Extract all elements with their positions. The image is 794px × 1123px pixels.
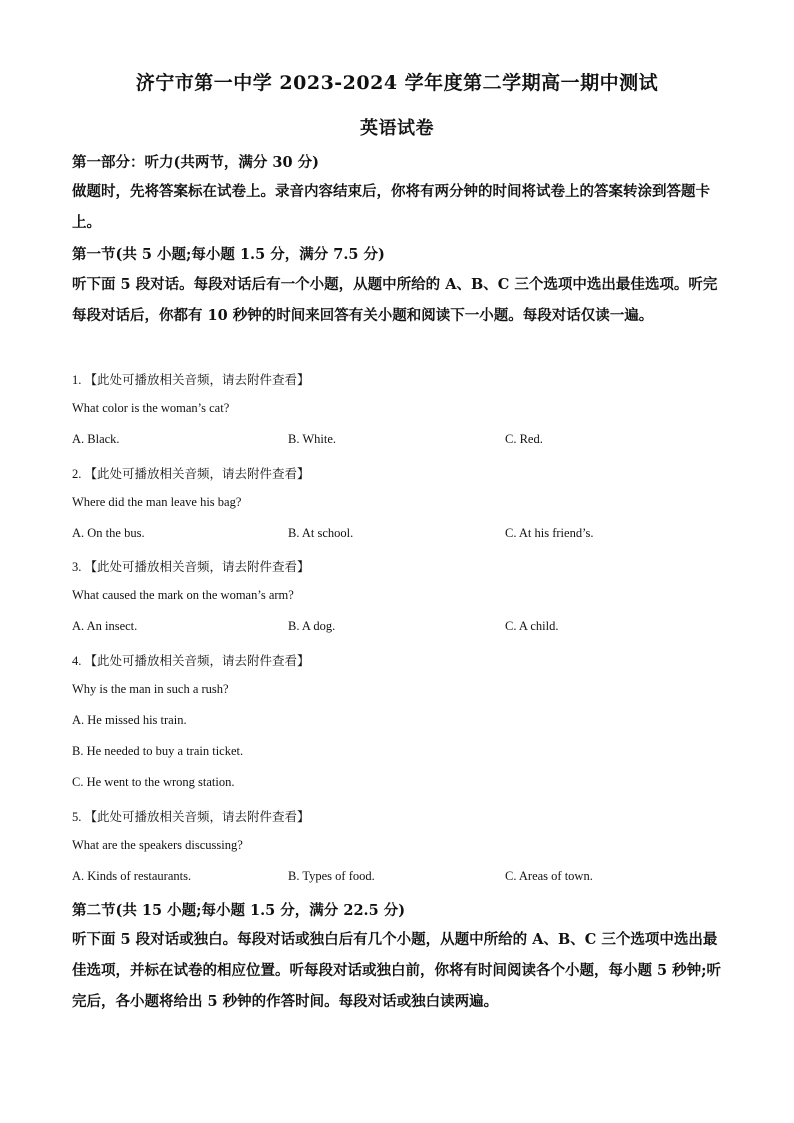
section1-intro: 听下面 5 段对话。每段对话后有一个小题，从题中所给的 A、B、C 三个选项中选出最佳选项。听完每段对话后，你都有 10 秒钟的时间来回答有关小题和阅读下一小题。每段对话仅读一遍。 [72,276,718,324]
q5-option-c: C. Areas of town. [505,869,593,883]
q2-option-c: C. At his friend’s. [505,526,594,540]
q5-option-a: A. Kinds of restaurants. [72,869,192,883]
q1-option-a: A. Black. [72,432,120,446]
question-2: Where did the man leave his bag? [72,495,242,509]
q4-option-c: C. He went to the wrong station. [72,775,235,789]
section1-heading: 第一节(共 5 小题;每小题 1.5 分，满分 7.5 分) [72,246,385,263]
q5-option-b: B. Types of food. [288,869,375,883]
audio-placeholder-3[interactable]: 3. 【此处可播放相关音频，请去附件查看】 [72,560,310,574]
section2-intro: 听下面 5 段对话或独白。每段对话或独白后有几个小题，从题中所给的 A、B、C 三个选项中选出最佳选项，并标在试卷的相应位置。听每段对话或独白前，你将有时间阅读各个小题，每小题 5 秒钟;听完后，各小题将给出 5 秒钟的作答时间。每段对话或独白读两遍。 [72,931,722,1010]
q3-option-c: C. A child. [505,619,559,633]
question-1: What color is the woman’s cat? [72,401,230,415]
q3-option-b: B. A dog. [288,619,336,633]
q3-option-a: A. An insect. [72,619,138,633]
audio-placeholder-2[interactable]: 2. 【此处可播放相关音频，请去附件查看】 [72,467,310,481]
question-4: Why is the man in such a rush? [72,682,229,696]
q2-option-b: B. At school. [288,526,354,540]
q2-option-a: A. On the bus. [72,526,145,540]
part1-intro: 做题时，先将答案标在试卷上。录音内容结束后，你将有两分钟的时间将试卷上的答案转涂到答题卡上。 [72,183,710,231]
q4-option-b: B. He needed to buy a train ticket. [72,744,244,758]
exam-title: 济宁市第一中学 2023-2024 学年度第二学期高一期中测试 [135,72,659,94]
q4-option-a: A. He missed his train. [72,713,187,727]
audio-placeholder-4[interactable]: 4. 【此处可播放相关音频，请去附件查看】 [72,654,310,668]
question-3: What caused the mark on the woman’s arm? [72,588,294,602]
audio-placeholder-5[interactable]: 5. 【此处可播放相关音频，请去附件查看】 [72,810,310,824]
section2-heading: 第二节(共 15 小题;每小题 1.5 分，满分 22.5 分) [72,902,406,919]
q1-option-c: C. Red. [505,432,543,446]
q1-option-b: B. White. [288,432,337,446]
part1-heading: 第一部分：听力(共两节，满分 30 分) [72,154,319,171]
exam-subtitle: 英语试卷 [360,118,434,139]
audio-placeholder-1[interactable]: 1. 【此处可播放相关音频，请去附件查看】 [72,373,310,387]
question-5: What are the speakers discussing? [72,838,243,852]
